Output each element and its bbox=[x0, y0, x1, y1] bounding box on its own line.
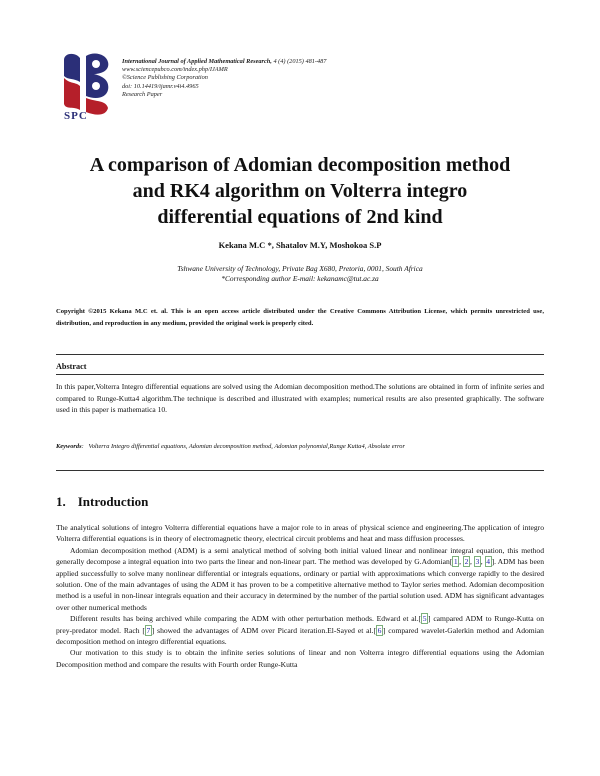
section-title: Introduction bbox=[77, 494, 149, 509]
doi[interactable]: doi: 10.14419/ijamr.v4i4.4965 bbox=[122, 82, 199, 90]
copyright-notice: Copyright ©2015 Kekana M.C et. al. This is an open access article distributed under the Creative Commons Attribution License, which permits unrestricted use, distribution, and reproduction in any medium, provided the original work is properly cited. bbox=[56, 308, 544, 327]
citation-link[interactable]: 6 bbox=[377, 625, 382, 635]
paragraph: Adomian decomposition method (ADM) is a semi analytical method of solving both initial valued linear and nonlinear integral equation, this method generally decompose a integral equation into two parts the linear and non-linear part. The method was developed by G.Adomian[ 1 , 2 , 3 , 4 ]. ADM has been applied successfully to solve many nonlinear differential or integrals equations, ordinary or partial with approximations which converge rapidly to the desired solution. One of the main advantages of using the ADM it has proven to be a competitive alternative method to Taylor series method. Adomian decomposition method is a useful in non-linear integrals equation and their accuracy in determined by the number of the partial solution used. ADM has significant advantages over other numerical methods bbox=[56, 545, 545, 612]
paragraph: Different results has being archived while comparing the ADM with other perturbation methods. Edward et al.[ 5 ] campared ADM to Runge-Kutta on prey-predator model. Rach [ 7 ] showed the advantages of ADM over Picard iteration.El-Sayed et al.[ 6 ] compared wavelet-Galerkin method and Adomian decomposition method on integro differential equations. bbox=[56, 614, 544, 647]
citation-link[interactable]: 7 bbox=[146, 625, 151, 635]
title-line-2: and RK4 algorithm on Volterra integro bbox=[132, 180, 468, 202]
title-line-3: differential equations of 2nd kind bbox=[157, 206, 443, 228]
journal-header bbox=[122, 58, 326, 99]
citation-link[interactable]: 5 bbox=[422, 614, 427, 624]
journal-name: International Journal of Applied Mathematical Research, bbox=[122, 58, 272, 65]
citation-link[interactable]: 3 bbox=[475, 557, 480, 567]
journal-url[interactable]: www.sciencepubco.com/index.php/IJAMR bbox=[122, 66, 228, 74]
journal-volume: 4 (4) (2015) 481-487 bbox=[273, 58, 327, 65]
authors: Kekana M.C *, Shatalov M.Y, Moshokoa S.P bbox=[218, 240, 382, 250]
keywords-list: Volterra Integro differential equations, Adomian decomposition method, Adomian polynomial,Runge Kutta4, Absolute error bbox=[88, 443, 405, 450]
title-line-1: A comparison of Adomian decomposition method bbox=[89, 154, 511, 176]
keywords: Keywords: Volterra Integro differential equations, Adomian decomposition method, Adomian polynomial,Runge Kutta4, Absolute error bbox=[56, 443, 405, 450]
affiliation bbox=[0, 264, 600, 284]
paragraph: Our motivation to this study is to obtain the infinite series solutions of linear and non Volterra integro differential equations using the Adomian Decomposition method and compare the results with Fourth order Runge-Kutta bbox=[56, 648, 544, 669]
section-number: 1. bbox=[56, 494, 66, 509]
abstract-text: In this paper,Volterra Integro differential equations are solved using the Adomian decomposition method.The solutions are obtained in form of infinite series and compared to Runge-Kutta4 algorithm.The technique is described and illustrated with examples; numerical results are also presented graphically. The software used in this paper is mathematica 10. bbox=[56, 382, 544, 415]
citation-link[interactable]: 1 bbox=[453, 557, 458, 567]
divider bbox=[56, 470, 544, 471]
paragraph: The analytical solutions of integro Volterra differential equations have a major role to in areas of physical science and engineering.The application of integro Volterra differential equations is in theory of electromagnetic theory, electrical circuit problems and heat and mass diffusion processes. bbox=[56, 523, 544, 544]
paper-title bbox=[40, 152, 560, 230]
citation-link[interactable]: 4 bbox=[486, 557, 491, 567]
logo-text: SPC bbox=[64, 110, 88, 122]
abstract-heading: Abstract bbox=[56, 362, 87, 371]
section-heading bbox=[56, 494, 148, 510]
paper-type: Research Paper bbox=[122, 90, 163, 98]
affiliation-line: Tshwane University of Technology, Private Bag X680, Pretoria, 0001, South Africa bbox=[177, 264, 423, 273]
introduction-body bbox=[56, 522, 544, 670]
citation-link[interactable]: 2 bbox=[464, 557, 469, 567]
keywords-label: Keywords bbox=[56, 443, 82, 450]
divider bbox=[56, 374, 544, 375]
corresponding-author: *Corresponding author E-mail: kekanamc@tut.ac.za bbox=[221, 274, 379, 283]
publisher: ©Science Publishing Corporation bbox=[122, 74, 208, 82]
divider bbox=[56, 354, 544, 355]
